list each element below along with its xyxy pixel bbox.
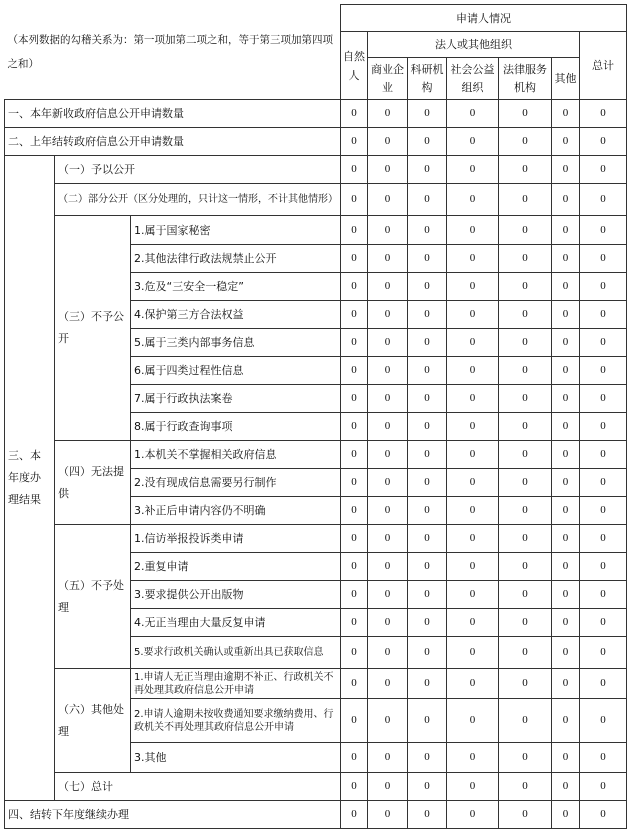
value-cell: 0	[499, 357, 552, 385]
value-cell: 0	[368, 441, 408, 469]
row-label: 7.属于行政执法案卷	[131, 385, 341, 413]
value-cell: 0	[368, 329, 408, 357]
value-cell: 0	[499, 273, 552, 301]
value-cell: 0	[341, 699, 368, 743]
value-cell: 0	[580, 273, 627, 301]
value-cell: 0	[341, 801, 368, 829]
value-cell: 0	[552, 385, 580, 413]
value-cell: 0	[580, 581, 627, 609]
value-cell: 0	[447, 301, 499, 329]
value-cell: 0	[447, 385, 499, 413]
value-cell: 0	[447, 801, 499, 829]
value-cell: 0	[341, 441, 368, 469]
value-cell: 0	[368, 184, 408, 216]
value-cell: 0	[408, 273, 447, 301]
value-cell: 0	[580, 497, 627, 525]
value-cell: 0	[580, 637, 627, 669]
legal-group-header: 法人或其他组织	[368, 32, 580, 58]
value-cell: 0	[408, 184, 447, 216]
value-cell: 0	[368, 413, 408, 441]
value-cell: 0	[580, 245, 627, 273]
table-row	[5, 184, 627, 216]
value-cell: 0	[552, 699, 580, 743]
table-row	[5, 216, 627, 245]
research-header: 科研机构	[408, 58, 447, 100]
value-cell: 0	[408, 156, 447, 184]
total-header: 总计	[580, 32, 627, 100]
value-cell: 0	[368, 469, 408, 497]
value-cell: 0	[408, 669, 447, 699]
value-cell: 0	[552, 469, 580, 497]
value-cell: 0	[368, 581, 408, 609]
value-cell: 0	[408, 301, 447, 329]
value-cell: 0	[499, 743, 552, 773]
value-cell: 0	[408, 469, 447, 497]
row-label: 1.本机关不掌握相关政府信息	[131, 441, 341, 469]
row-label: 2.重复申请	[131, 553, 341, 581]
row-label: 3.要求提供公开出版物	[131, 581, 341, 609]
value-cell: 0	[580, 773, 627, 801]
value-cell: 0	[499, 525, 552, 553]
value-cell: 0	[368, 301, 408, 329]
value-cell: 0	[499, 581, 552, 609]
value-cell: 0	[580, 609, 627, 637]
value-cell: 0	[368, 699, 408, 743]
value-cell: 0	[368, 100, 408, 128]
value-cell: 0	[368, 497, 408, 525]
value-cell: 0	[447, 413, 499, 441]
value-cell: 0	[552, 553, 580, 581]
value-cell: 0	[341, 553, 368, 581]
row-label: 2.没有现成信息需要另行制作	[131, 469, 341, 497]
value-cell: 0	[499, 329, 552, 357]
value-cell: 0	[368, 273, 408, 301]
value-cell: 0	[341, 773, 368, 801]
value-cell: 0	[408, 216, 447, 245]
value-cell: 0	[408, 413, 447, 441]
value-cell: 0	[552, 669, 580, 699]
value-cell: 0	[447, 699, 499, 743]
value-cell: 0	[552, 273, 580, 301]
value-cell: 0	[368, 743, 408, 773]
value-cell: 0	[580, 357, 627, 385]
value-cell: 0	[552, 216, 580, 245]
row-label: 四、结转下年度继续办理	[5, 801, 341, 829]
value-cell: 0	[447, 329, 499, 357]
value-cell: 0	[447, 743, 499, 773]
value-cell: 0	[368, 609, 408, 637]
value-cell: 0	[341, 413, 368, 441]
value-cell: 0	[580, 525, 627, 553]
table-row	[5, 525, 627, 553]
commercial-header: 商业企业	[368, 58, 408, 100]
group-cannot-provide: （四）无法提供	[55, 441, 131, 525]
value-cell: 0	[552, 773, 580, 801]
value-cell: 0	[580, 301, 627, 329]
value-cell: 0	[447, 245, 499, 273]
row-label: 3.危及“三安全一稳定”	[131, 273, 341, 301]
value-cell: 0	[499, 245, 552, 273]
value-cell: 0	[408, 441, 447, 469]
value-cell: 0	[341, 128, 368, 156]
value-cell: 0	[499, 469, 552, 497]
row-label: 8.属于行政查询事项	[131, 413, 341, 441]
value-cell: 0	[447, 525, 499, 553]
row-label: （七）总计	[55, 773, 341, 801]
value-cell: 0	[499, 497, 552, 525]
row-label: 2.申请人逾期未按收费通知要求缴纳费用、行政机关不再处理其政府信息公开申请	[131, 699, 341, 743]
value-cell: 0	[408, 128, 447, 156]
value-cell: 0	[552, 184, 580, 216]
value-cell: 0	[408, 497, 447, 525]
value-cell: 0	[499, 609, 552, 637]
value-cell: 0	[580, 669, 627, 699]
value-cell: 0	[552, 581, 580, 609]
value-cell: 0	[368, 385, 408, 413]
value-cell: 0	[552, 801, 580, 829]
value-cell: 0	[499, 669, 552, 699]
value-cell: 0	[368, 128, 408, 156]
row-label: （二）部分公开（区分处理的，只计这一情形，不计其他情形）	[55, 184, 341, 216]
value-cell: 0	[408, 637, 447, 669]
value-cell: 0	[552, 100, 580, 128]
table-row	[5, 441, 627, 469]
value-cell: 0	[408, 357, 447, 385]
value-cell: 0	[499, 128, 552, 156]
table-row	[5, 773, 627, 801]
value-cell: 0	[341, 156, 368, 184]
value-cell: 0	[580, 100, 627, 128]
value-cell: 0	[368, 245, 408, 273]
header-note-cell: （本列数据的勾稽关系为：第一项加第二项之和，等于第三项加第四项之和）	[5, 5, 341, 100]
value-cell: 0	[499, 441, 552, 469]
value-cell: 0	[341, 329, 368, 357]
value-cell: 0	[499, 801, 552, 829]
row-label: 二、上年结转政府信息公开申请数量	[5, 128, 341, 156]
value-cell: 0	[552, 128, 580, 156]
value-cell: 0	[408, 773, 447, 801]
value-cell: 0	[552, 637, 580, 669]
row-label: 3.其他	[131, 743, 341, 773]
value-cell: 0	[552, 743, 580, 773]
group-not-processed: （五）不予处理	[55, 525, 131, 669]
value-cell: 0	[580, 469, 627, 497]
row-label: 4.无正当理由大量反复申请	[131, 609, 341, 637]
row-label: 1.属于国家秘密	[131, 216, 341, 245]
value-cell: 0	[552, 441, 580, 469]
value-cell: 0	[368, 553, 408, 581]
value-cell: 0	[447, 469, 499, 497]
value-cell: 0	[499, 216, 552, 245]
value-cell: 0	[580, 553, 627, 581]
row-label: 3.补正后申请内容仍不明确	[131, 497, 341, 525]
value-cell: 0	[552, 301, 580, 329]
value-cell: 0	[341, 100, 368, 128]
disclosure-statistics-table	[4, 4, 627, 829]
value-cell: 0	[447, 773, 499, 801]
value-cell: 0	[447, 637, 499, 669]
value-cell: 0	[580, 743, 627, 773]
value-cell: 0	[368, 637, 408, 669]
value-cell: 0	[552, 497, 580, 525]
natural-person-header: 自然人	[341, 32, 368, 100]
section-three-label: 三、本年度办理结果	[5, 156, 55, 801]
value-cell: 0	[499, 301, 552, 329]
group-other-handling: （六）其他处理	[55, 669, 131, 773]
value-cell: 0	[408, 553, 447, 581]
value-cell: 0	[408, 581, 447, 609]
other-header: 其他	[552, 58, 580, 100]
value-cell: 0	[341, 637, 368, 669]
value-cell: 0	[408, 801, 447, 829]
value-cell: 0	[447, 216, 499, 245]
row-label: 5.属于三类内部事务信息	[131, 329, 341, 357]
value-cell: 0	[499, 413, 552, 441]
value-cell: 0	[341, 497, 368, 525]
value-cell: 0	[368, 669, 408, 699]
value-cell: 0	[447, 273, 499, 301]
value-cell: 0	[447, 156, 499, 184]
value-cell: 0	[580, 441, 627, 469]
value-cell: 0	[341, 669, 368, 699]
table-row	[5, 801, 627, 829]
value-cell: 0	[580, 156, 627, 184]
value-cell: 0	[447, 184, 499, 216]
value-cell: 0	[580, 216, 627, 245]
value-cell: 0	[408, 245, 447, 273]
value-cell: 0	[408, 699, 447, 743]
value-cell: 0	[447, 497, 499, 525]
value-cell: 0	[447, 128, 499, 156]
value-cell: 0	[552, 357, 580, 385]
value-cell: 0	[341, 357, 368, 385]
value-cell: 0	[408, 609, 447, 637]
value-cell: 0	[341, 743, 368, 773]
value-cell: 0	[408, 100, 447, 128]
value-cell: 0	[580, 699, 627, 743]
value-cell: 0	[341, 245, 368, 273]
value-cell: 0	[368, 801, 408, 829]
row-label: （一）予以公开	[55, 156, 341, 184]
row-label: 1.信访举报投诉类申请	[131, 525, 341, 553]
social-welfare-header: 社会公益组织	[447, 58, 499, 100]
value-cell: 0	[447, 553, 499, 581]
value-cell: 0	[499, 184, 552, 216]
value-cell: 0	[499, 156, 552, 184]
row-label: 1.申请人无正当理由逾期不补正、行政机关不再处理其政府信息公开申请	[131, 669, 341, 699]
value-cell: 0	[408, 743, 447, 773]
value-cell: 0	[341, 609, 368, 637]
value-cell: 0	[447, 357, 499, 385]
value-cell: 0	[408, 329, 447, 357]
table-row	[5, 669, 627, 699]
row-label: 6.属于四类过程性信息	[131, 357, 341, 385]
value-cell: 0	[368, 156, 408, 184]
value-cell: 0	[580, 128, 627, 156]
value-cell: 0	[447, 581, 499, 609]
value-cell: 0	[499, 385, 552, 413]
value-cell: 0	[408, 525, 447, 553]
value-cell: 0	[408, 385, 447, 413]
value-cell: 0	[341, 581, 368, 609]
value-cell: 0	[499, 699, 552, 743]
value-cell: 0	[368, 525, 408, 553]
value-cell: 0	[341, 301, 368, 329]
value-cell: 0	[552, 329, 580, 357]
value-cell: 0	[552, 245, 580, 273]
value-cell: 0	[447, 100, 499, 128]
legal-service-header: 法律服务机构	[499, 58, 552, 100]
value-cell: 0	[341, 273, 368, 301]
value-cell: 0	[341, 525, 368, 553]
value-cell: 0	[580, 329, 627, 357]
table-row	[5, 100, 627, 128]
row-label: 2.其他法律行政法规禁止公开	[131, 245, 341, 273]
value-cell: 0	[580, 413, 627, 441]
row-label: 一、本年新收政府信息公开申请数量	[5, 100, 341, 128]
value-cell: 0	[341, 216, 368, 245]
value-cell: 0	[447, 669, 499, 699]
value-cell: 0	[499, 637, 552, 669]
row-label: 4.保护第三方合法权益	[131, 301, 341, 329]
value-cell: 0	[552, 156, 580, 184]
value-cell: 0	[499, 773, 552, 801]
value-cell: 0	[580, 184, 627, 216]
table-row	[5, 128, 627, 156]
table-row	[5, 156, 627, 184]
value-cell: 0	[552, 525, 580, 553]
applicant-situation-header: 申请人情况	[341, 5, 627, 32]
value-cell: 0	[499, 100, 552, 128]
value-cell: 0	[499, 553, 552, 581]
value-cell: 0	[580, 385, 627, 413]
value-cell: 0	[368, 216, 408, 245]
value-cell: 0	[341, 184, 368, 216]
group-not-disclosed: （三）不予公开	[55, 216, 131, 441]
value-cell: 0	[341, 469, 368, 497]
value-cell: 0	[580, 801, 627, 829]
value-cell: 0	[552, 413, 580, 441]
value-cell: 0	[341, 385, 368, 413]
value-cell: 0	[447, 609, 499, 637]
row-label: 5.要求行政机关确认或重新出具已获取信息	[131, 637, 341, 669]
value-cell: 0	[368, 357, 408, 385]
value-cell: 0	[552, 609, 580, 637]
value-cell: 0	[447, 441, 499, 469]
value-cell: 0	[368, 773, 408, 801]
